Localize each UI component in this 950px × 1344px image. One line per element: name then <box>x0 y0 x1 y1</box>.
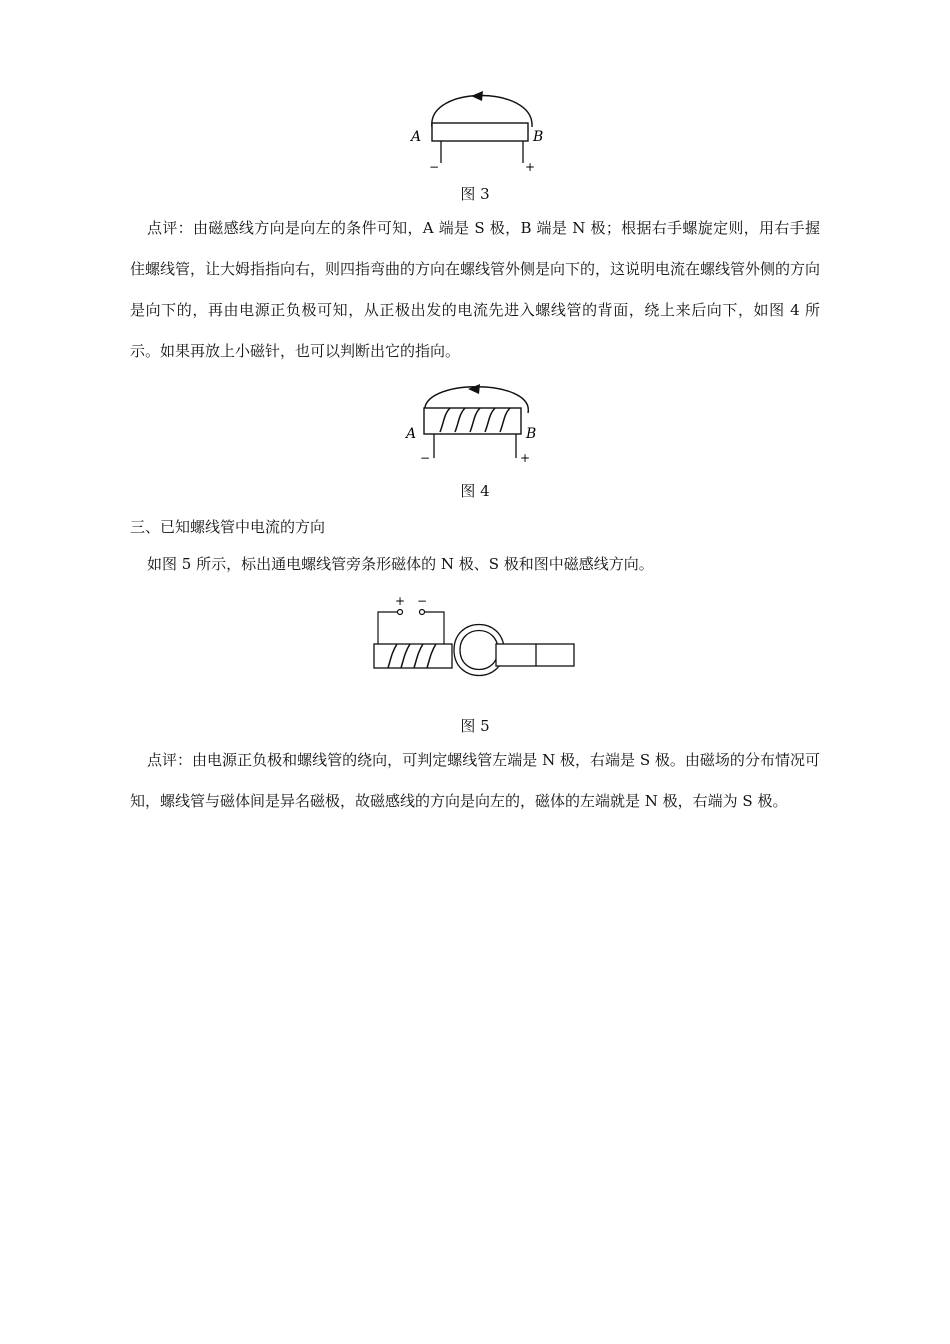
end-label-b: B <box>533 129 544 145</box>
terminal-positive <box>398 610 403 615</box>
minus-label: − <box>429 160 440 174</box>
figure-3-caption: 图 3 <box>460 185 490 203</box>
question-text: 如图 5 所示，标出通电螺线管旁条形磁体的 N 极、S 极和图中磁感线方向。 <box>147 555 654 573</box>
plus-label: + <box>520 451 531 465</box>
paragraph-comment-1: 点评：由磁感线方向是向左的条件可知，A 端是 S 极，B 端是 N 极；根据右手螺旋定则，用右手握住螺线管，让大姆指指向右，则四指弯曲的方向在螺线管外侧是向下的，这说明电流在螺线管外侧的方向是向下的，再由电源正负极可知，从正极出发的电流先进入螺线管的背面，绕上来后向下，如图 4 所示。如果再放上小磁针，也可以判断出它的指向。 <box>130 219 821 360</box>
solenoid-body <box>432 123 528 141</box>
wire-left <box>378 612 398 644</box>
solenoid-body <box>374 644 452 668</box>
plus-label: + <box>395 594 406 608</box>
paragraph-comment-2: 点评：由电源正负极和螺线管的绕向，可判定螺线管左端是 N 极，右端是 S 极。由磁场的分布情况可知，螺线管与磁体间是异名磁极，故磁感线的方向是向左的，磁体的左端就是 N 极，右端为 S 极。 <box>130 751 820 810</box>
figure-5-diagram <box>370 590 580 690</box>
minus-label: − <box>420 451 431 465</box>
end-label-a: A <box>406 426 417 442</box>
figure-4-caption: 图 4 <box>460 482 490 500</box>
field-line-inner <box>460 631 498 670</box>
arrow-left-icon <box>471 91 483 101</box>
figure-4-diagram <box>400 378 555 468</box>
bar-magnet <box>496 644 574 666</box>
terminal-negative <box>420 610 425 615</box>
arrow-left-icon <box>468 384 480 394</box>
minus-label: − <box>417 594 428 608</box>
figure-3-diagram <box>405 85 555 177</box>
wire-right <box>424 612 444 644</box>
end-label-b: B <box>526 426 537 442</box>
plus-label: + <box>525 160 536 174</box>
end-label-a: A <box>411 129 422 145</box>
section-heading: 三、已知螺线管中电流的方向 <box>130 518 326 536</box>
figure-5-caption: 图 5 <box>460 717 490 735</box>
